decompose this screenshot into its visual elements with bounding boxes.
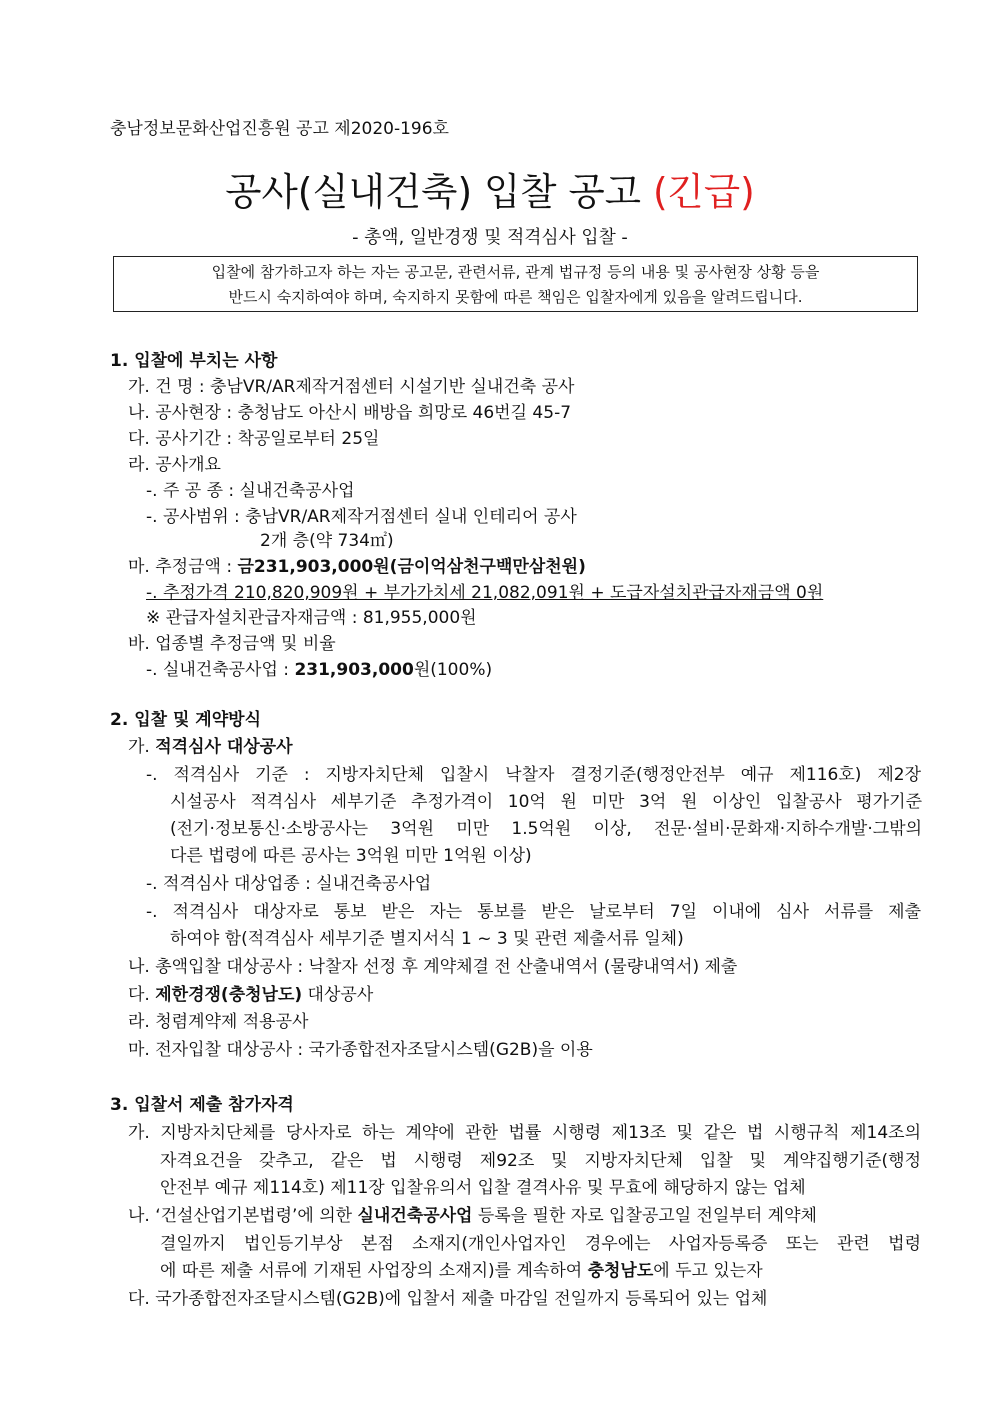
page-subtitle: - 총액, 일반경쟁 및 적격심사 입찰 - [352, 227, 628, 248]
s1-item-ba-1-value: 231,903,000 [294, 660, 414, 680]
s1-item-ra-2: -. 공사범위 : 충남VR/AR제작거점센터 실내 인테리어 공사 [146, 507, 577, 527]
s1-item-ba-1-label: -. 실내건축공사업 : [146, 660, 295, 680]
s2-item-ga-title: 적격심사 대상공사 [155, 737, 293, 757]
s3-item-na-line-3-a: 에 따른 제출 서류에 기재된 사업장의 소재지)를 계속하여 [160, 1261, 588, 1281]
s1-item-ra-1: -. 주 공 종 : 실내건축공사업 [146, 481, 355, 501]
s1-item-ba-1-tail: 원(100%) [413, 660, 493, 680]
s1-item-na: 나. 공사현장 : 충청남도 아산시 배방읍 희망로 46번길 45-7 [128, 403, 572, 423]
s2-item-ga-1-line-2: 시설공사 적격심사 세부기준 추정가격이 10억 원 미만 3억 원 이상인 입찰공사 평가기준 [170, 792, 922, 812]
s1-item-ma-1: -. 추정가격 210,820,909원 + 부가가치세 21,082,091원 + 도급자설치관급자재금액 0원 [146, 583, 824, 603]
s2-item-ga-1-line-1: -. 적격심사 기준 : 지방자치단체 입찰시 낙찰자 결정기준(행정안전부 예규 제116호) 제2장 [146, 765, 921, 785]
s1-item-ra-2b: 2개 층(약 734㎡) [260, 531, 394, 551]
s1-item-ma-2: ※ 관급자설치관급자재금액 : 81,955,000원 [146, 608, 477, 628]
s2-item-ga-1-line-3: (전기·정보통신·소방공사는 3억원 미만 1.5억원 이상, 전문·설비·문화재·지하수개발·그밖의 [170, 819, 922, 839]
s3-item-na-line-1-c: 등록을 필한 자로 입찰공고일 전일부터 계약체 [472, 1206, 817, 1226]
s2-item-ga-prefix: 가. [128, 737, 156, 757]
s2-item-ga-3-line-1: -. 적격심사 대상자로 통보 받은 자는 통보를 받은 날로부터 7일 이내에 심사 서류를 제출 [146, 902, 921, 922]
s3-item-na-line-3-c: 에 두고 있는자 [653, 1261, 763, 1281]
s3-item-da: 다. 국가종합전자조달시스템(G2B)에 입찰서 제출 마감일 전일까지 등록되어 있는 업체 [128, 1289, 768, 1309]
s2-item-da [128, 984, 373, 1006]
s3-item-ga-line-2: 자격요건을 갖추고, 같은 법 시행령 제92조 및 지방자치단체 입찰 및 계약집행기준(행정 [160, 1151, 921, 1171]
s1-item-ra: 라. 공사개요 [128, 455, 221, 475]
s3-item-na-line-1-bold: 실내건축공사업 [357, 1206, 473, 1226]
s2-item-da-prefix: 다. [128, 985, 156, 1005]
section-1-heading: 1. 입찰에 부치는 사항 [110, 351, 278, 371]
s2-item-ma: 마. 전자입찰 대상공사 : 국가종합전자조달시스템(G2B)을 이용 [128, 1040, 593, 1060]
s1-item-ma [128, 556, 586, 578]
s1-item-ga: 가. 건 명 : 충남VR/AR제작거점센터 시설기반 실내건축 공사 [128, 377, 575, 397]
s2-item-da-tail: 대상공사 [302, 985, 374, 1005]
notice-box-line-2: 반드시 숙지하여야 하며, 숙지하지 못함에 따른 책임은 입찰자에게 있음을 알려드립니다. [228, 288, 803, 306]
s3-item-na-line-1 [128, 1205, 817, 1227]
s2-item-ra: 라. 청렴계약제 적용공사 [128, 1012, 309, 1032]
page-title [0, 168, 980, 216]
notice-box-line-1: 입찰에 참가하고자 하는 자는 공고문, 관련서류, 관계 법규정 등의 내용 및 공사현장 상황 등을 [211, 263, 820, 281]
s2-item-da-bold: 제한경쟁(충청남도) [155, 985, 303, 1005]
s2-item-ga-2: -. 적격심사 대상업종 : 실내건축공사업 [146, 874, 432, 894]
s2-item-na: 나. 총액입찰 대상공사 : 낙찰자 선정 후 계약체결 전 산출내역서 (물량내역서) 제출 [128, 957, 738, 977]
urgent-label: (긴급) [652, 170, 755, 214]
s3-item-na-line-3 [160, 1260, 763, 1282]
notice-box [113, 256, 918, 312]
s2-item-ga-1-line-4: 다른 법령에 따른 공사는 3억원 미만 1억원 이상) [170, 846, 532, 866]
s2-item-ga-3-line-2: 하여야 함(적격심사 세부기준 별지서식 1 ~ 3 및 관련 제출서류 일체) [170, 929, 684, 949]
s3-item-na-line-1-a: 나. ‘건설산업기본법령’에 의한 [128, 1206, 358, 1226]
s1-item-da: 다. 공사기간 : 착공일로부터 25일 [128, 429, 380, 449]
s1-item-ba: 바. 업종별 추정금액 및 비율 [128, 634, 336, 654]
s1-item-ba-1 [146, 659, 492, 681]
title-main: 공사(실내건축) 입찰 공고 [225, 170, 653, 214]
notice-number: 충남정보문화산업진흥원 공고 제2020-196호 [110, 119, 449, 139]
s3-item-na-line-3-bold: 충청남도 [587, 1261, 654, 1281]
s2-item-ga [128, 736, 293, 758]
section-3-heading: 3. 입찰서 제출 참가자격 [110, 1095, 294, 1115]
s3-item-ga-line-3: 안전부 예규 제114호) 제11장 입찰유의서 입찰 결격사유 및 무효에 해당하지 않는 업체 [160, 1178, 806, 1198]
s3-item-ga-line-1: 가. 지방자치단체를 당사자로 하는 계약에 관한 법률 시행령 제13조 및 같은 법 시행규칙 제14조의 [128, 1123, 921, 1143]
section-2-heading: 2. 입찰 및 계약방식 [110, 710, 261, 730]
s1-item-ma-label: 마. 추정금액 : [128, 557, 238, 577]
s3-item-na-line-2: 결일까지 법인등기부상 본점 소재지(개인사업자인 경우에는 사업자등록증 또는 관련 법령 [160, 1234, 921, 1254]
estimated-amount: 금231,903,000원(금이억삼천구백만삼천원) [237, 557, 586, 577]
